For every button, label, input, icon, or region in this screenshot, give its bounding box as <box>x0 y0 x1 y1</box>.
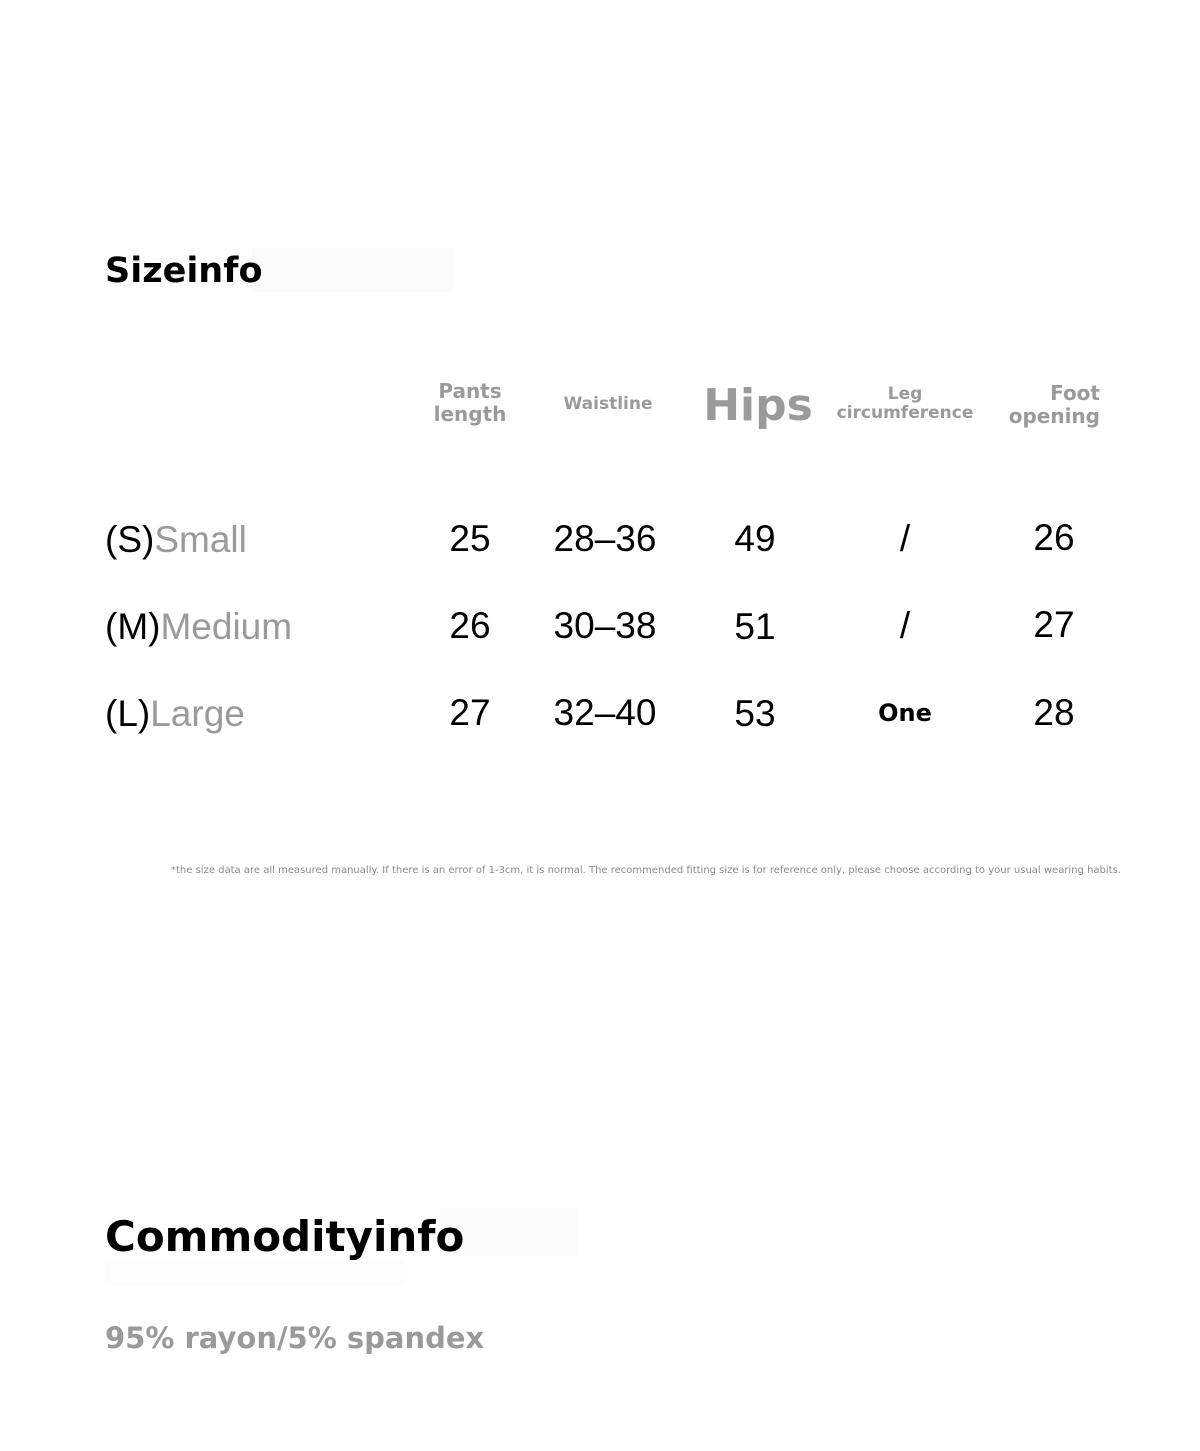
cell-medium-waistline: 30–38 <box>553 605 657 646</box>
cell-small-hips: 49 <box>734 518 776 559</box>
cell-large-leg-circumference: One <box>878 699 932 727</box>
size-code: (M) <box>105 606 161 647</box>
cell-large-hips: 53 <box>734 693 776 734</box>
cell-small-foot-opening: 26 <box>1033 517 1075 558</box>
column-header-line: Hips <box>703 380 813 431</box>
column-header-line: Leg <box>887 384 923 404</box>
size-row-label-small <box>105 518 247 562</box>
column-header-line: length <box>433 402 507 426</box>
column-header-hips <box>698 380 818 432</box>
cell-large-pants-length: 27 <box>449 692 491 733</box>
column-header-leg-circumference <box>830 385 980 423</box>
cell-small-pants-length: 25 <box>449 518 491 559</box>
cell-small-leg-circumference: / <box>899 518 911 559</box>
size-code: (S) <box>105 519 155 560</box>
size-info-title: Sizeinfo <box>105 251 263 291</box>
size-row-label-medium <box>105 605 292 649</box>
cell-medium-hips: 51 <box>734 606 776 647</box>
title-shade <box>252 248 454 292</box>
size-row-label-large <box>105 692 245 736</box>
cell-small-waistline: 28–36 <box>553 518 657 559</box>
measurement-note: *the size data are all measured manually. If there is an error of 1-3cm, it is normal. The recommended fitting size is for reference only, please choose according to your usual wearing habits. <box>171 865 1121 876</box>
cell-medium-foot-opening: 27 <box>1033 604 1075 645</box>
column-header-line: circumference <box>836 403 974 423</box>
cell-large-waistline: 32–40 <box>553 692 657 733</box>
title-shade <box>105 1260 405 1286</box>
column-header-line: Waistline <box>563 394 653 414</box>
size-name: Small <box>154 519 247 560</box>
size-code: (L) <box>105 693 151 734</box>
column-header-pants-length <box>420 380 520 426</box>
size-name: Large <box>150 693 245 734</box>
column-header-line: Foot <box>1050 381 1100 405</box>
commodity-info-title: Commodityinfo <box>105 1212 465 1261</box>
column-header-foot-opening <box>990 382 1100 428</box>
cell-medium-pants-length: 26 <box>449 605 491 646</box>
size-name: Medium <box>160 606 293 647</box>
cell-medium-leg-circumference: / <box>899 605 911 646</box>
material-composition: 95% rayon/5% spandex <box>105 1321 485 1355</box>
column-header-waistline <box>548 394 668 414</box>
column-header-line: Pants <box>438 379 502 403</box>
cell-large-foot-opening: 28 <box>1033 692 1075 733</box>
column-header-line: opening <box>1008 404 1100 428</box>
